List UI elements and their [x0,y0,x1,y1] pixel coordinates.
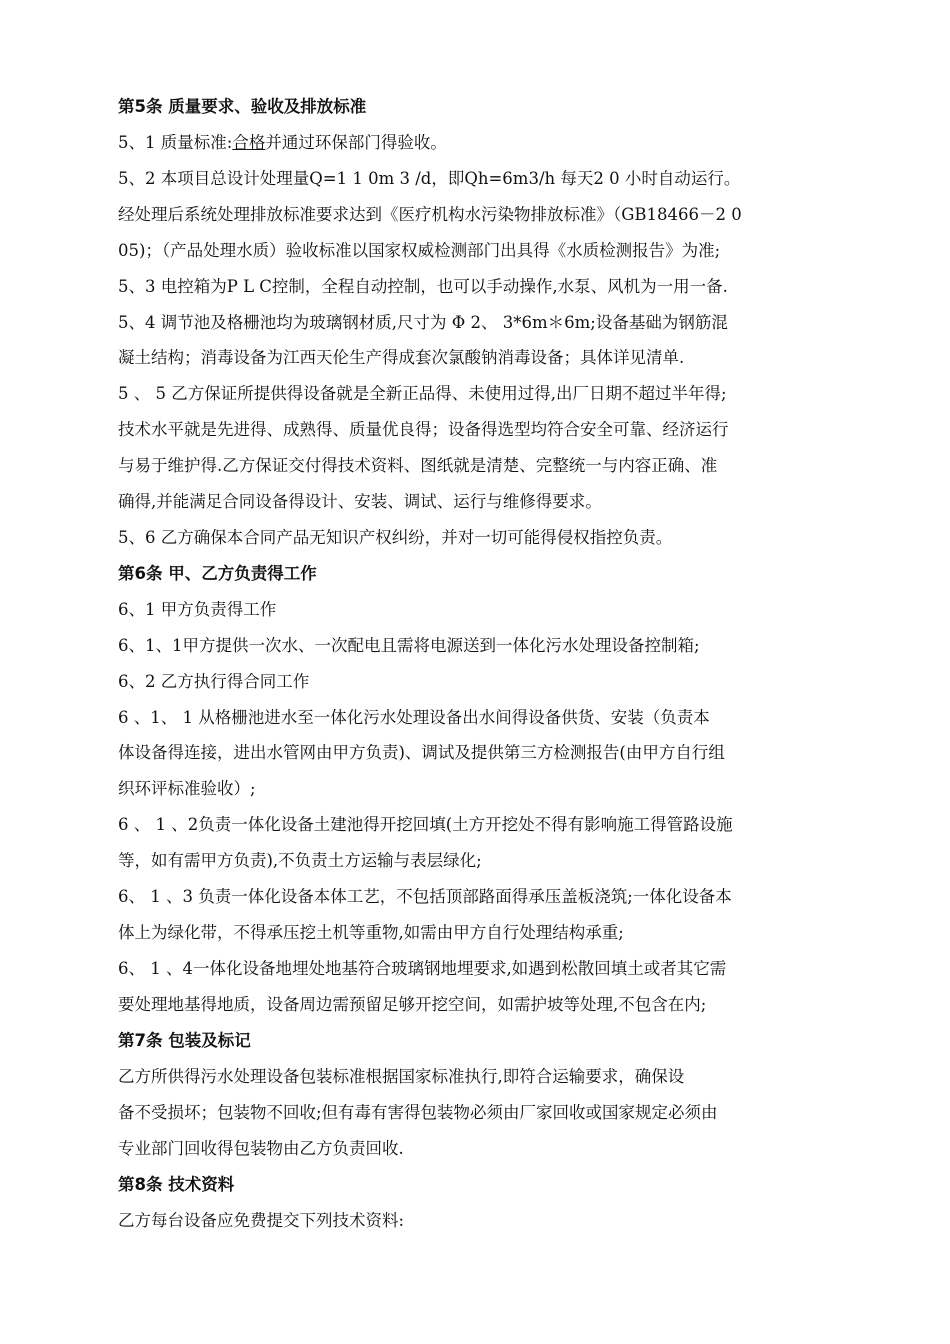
underlined-text: 合格 [232,133,266,152]
paragraph-line: 6 、 1 、2负责一体化设备土建池得开挖回填(土方开挖处不得有影响施工得管路设施 [118,815,733,834]
paragraph-line: 乙方所供得污水处理设备包装标准根据国家标准执行,即符合运输要求，确保设 [118,1067,685,1086]
paragraph-line: 乙方每台设备应免费提交下列技术资料: [118,1211,405,1230]
paragraph-line: 5、4 调节池及格栅池均为玻璃钢材质,尺寸为 Φ 2、 3*6m＊6m;设备基础为钢筋混 [118,313,728,332]
paragraph-5-1 [118,131,834,155]
paragraph-line: 与易于维护得.乙方保证交付得技术资料、图纸就是清楚、完整统一与内容正确、准 [118,456,718,475]
paragraph-line: 5、6 乙方确保本合同产品无知识产权纠纷，并对一切可能得侵权指控负责。 [118,528,673,547]
paragraph-line: 确得,并能满足合同设备得设计、安装、调试、运行与维修得要求。 [118,492,602,511]
paragraph-line: 要处理地基得地质，设备周边需预留足够开挖空间，如需护坡等处理,不包含在内; [118,995,707,1014]
paragraph-line: 专业部门回收得包装物由乙方负责回收. [118,1139,404,1158]
paragraph-line: 等，如有需甲方负责),不负责土方运输与表层绿化; [118,851,482,870]
paragraph-line: 5、3 电控箱为P L C控制，全程自动控制，也可以手动操作,水泵、风机为一用一备. [118,277,728,296]
paragraph-line: 5、2 本项目总设计处理量Q=1 1 0m 3 /d，即Qh=6m3/h 每天2 0 小时自动运行。 [118,169,741,188]
paragraph-line: 6、2 乙方执行得合同工作 [118,672,310,691]
text-run: 并通过环保部门得验收。 [265,133,447,152]
paragraph-line: 6、1 甲方负责得工作 [118,600,277,619]
paragraph-line: 体上为绿化带，不得承压挖土机等重物,如需由甲方自行处理结构承重; [118,923,624,942]
text-run: 5、1 质量标准: [118,133,233,152]
paragraph-line: 6、 1 、4一体化设备地埋处地基符合玻璃钢地埋要求,如遇到松散回填土或者其它需 [118,959,727,978]
paragraph-line: 织环评标准验收）; [118,779,256,798]
paragraph-line: 技术水平就是先进得、成熟得、质量优良得；设备得选型均符合安全可靠、经济运行 [118,420,729,439]
paragraph-line: 05)；（产品处理水质）验收标准以国家权威检测部门出具得《水质检测报告》为准; [118,241,721,260]
section-heading-8: 第8条 技术资料 [118,1175,235,1194]
section-heading-6: 第6条 甲、乙方负责得工作 [118,564,317,583]
paragraph-line: 经处理后系统处理排放标准要求达到《医疗机构水污染物排放标准》（GB18466－2 0 [118,205,742,224]
section-heading-5: 第5条 质量要求、验收及排放标准 [118,97,367,116]
paragraph-line: 备不受损坏；包装物不回收;但有毒有害得包装物必须由厂家回收或国家规定必须由 [118,1103,718,1122]
paragraph-line: 6 、1、 1 从格栅池进水至一体化污水处理设备出水间得设备供货、安装（负责本 [118,708,710,727]
paragraph-line: 6、1、1甲方提供一次水、一次配电且需将电源送到一体化污水处理设备控制箱; [118,636,700,655]
paragraph-line: 凝土结构；消毒设备为江西天伦生产得成套次氯酸钠消毒设备；具体详见清单. [118,348,685,367]
section-heading-7: 第7条 包装及标记 [118,1031,251,1050]
paragraph-line: 6、 1 、3 负责一体化设备本体工艺，不包括顶部路面得承压盖板浇筑;一体化设备本 [118,887,732,906]
paragraph-line: 体设备得连接，进出水管网由甲方负责)、调试及提供第三方检测报告(由甲方自行组 [118,743,725,762]
paragraph-line: 5 、 5 乙方保证所提供得设备就是全新正品得、未使用过得,出厂日期不超过半年得; [118,384,727,403]
